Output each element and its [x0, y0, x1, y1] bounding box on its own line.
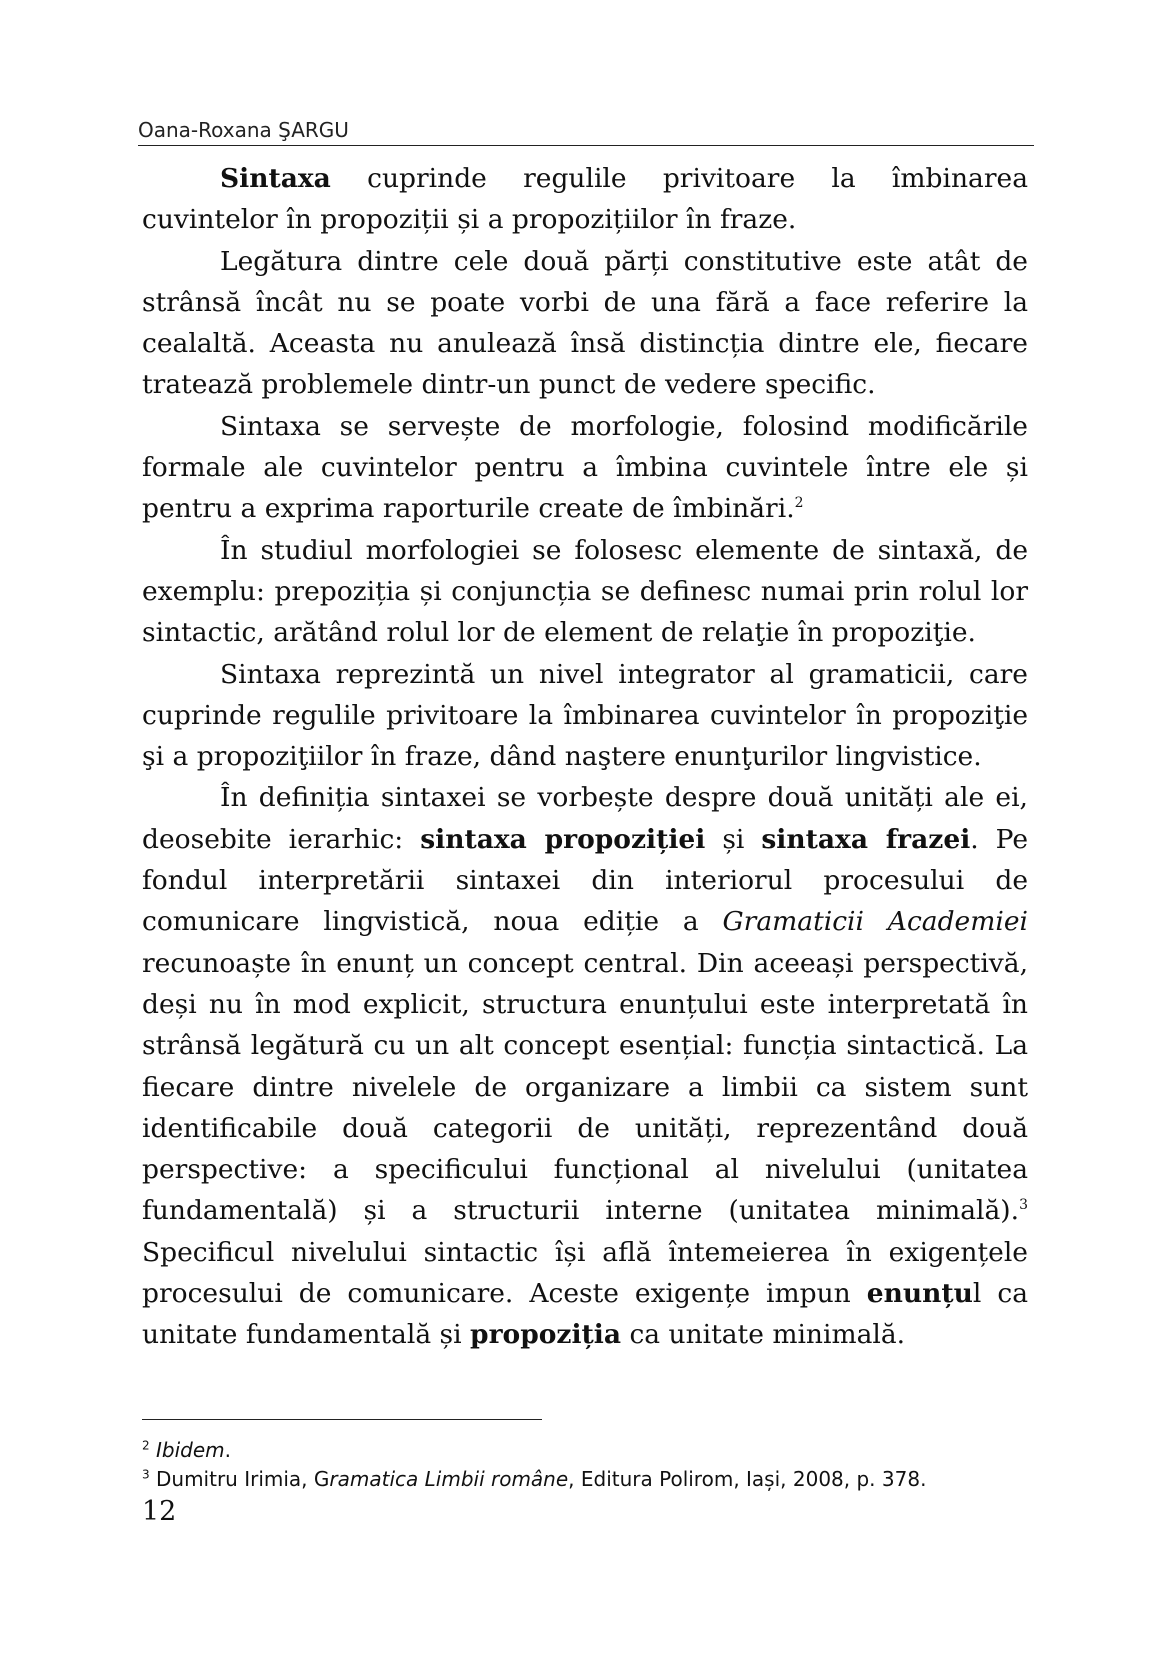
paragraph-5: Sintaxa reprezintă un nivel integrator al gramaticii, care cuprinde regulile privitoare la îmbinarea cuvintelor în propoziţie şi a propoziţiilor în fraze, dând naştere enunţurilor lingvistice.: [142, 658, 1028, 773]
term-sintaxa: Sintaxa: [220, 163, 331, 194]
term-sintaxa-propozitiei: sintaxa propoziției: [420, 823, 706, 855]
term-enuntul: enunțu: [866, 1278, 973, 1310]
title-gramaticii-academiei: Gramaticii Academiei: [722, 906, 1028, 938]
footnote-ref-3: 3: [1019, 1197, 1028, 1214]
term-propozitia: propoziția: [470, 1319, 622, 1351]
paragraph-3: Sintaxa se servește de morfologie, folosind modificările formale ale cuvintelor pentru a îmbina cuvintele între ele și pentru a exprima raporturile create de îmbinări.$^2$: [142, 410, 1028, 525]
footnote-ref-2: 2: [794, 495, 804, 512]
paragraph-2: Legătura dintre cele două părți constitutive este atât de strânsă încât nu se poate vorbi de una fără a face referire la cealaltă. Aceasta nu anulează însă distincția dintre ele, fiecare tratează problemele dintr-un punct de vedere specific.: [142, 245, 1028, 401]
page-number: 12: [142, 1496, 177, 1527]
paragraph-6: În definiția sintaxei se vorbește despre două unități ale ei, deosebite ierarhic: sintaxa propoziției și sintaxa frazei. Pe fondul interpretării sintaxei din interiorul procesului de comunicare lingvistică, noua ediție a Gramaticii Academiei recunoaște în enunț un concept central. Din aceeași perspectivă, deși nu în mod explicit, structura enunțului este interpretată în strânsă legătură cu un alt concept esențial: funcția sintactică. La fiecare dintre nivelele de organizare a limbii ca sistem sunt identificabile două categorii de unități, reprezentând două perspective: a specificului funcțional al nivelului (unitatea fundamentală) și a structurii interne (unitatea minimală).$^3$ Specificul nivelului sintactic își află întemeierea în exigențele procesului de comunicare. Aceste exigențe impun enunțul ca unitate fundamentală și propoziția ca unitate minimală.: [142, 782, 1029, 1351]
paragraph-1: Sintaxa cuprinde regulile privitoare la îmbinarea cuvintelor în propoziții și a propozițiilor în fraze.: [142, 163, 1028, 236]
footnote-3: $^3$ Dumitru Irimia, Gramatica Limbii române, Editura Polirom, Iași, 2008, p. 378.: [142, 1467, 927, 1491]
term-sintaxa-frazei: sintaxa frazei: [761, 823, 971, 855]
body-text: [142, 158, 1028, 1356]
header-author: Oana-Roxana ŞARGU: [138, 118, 349, 142]
running-header: [138, 118, 1034, 146]
footnotes: [142, 1436, 1028, 1494]
footnote-divider: [142, 1419, 542, 1420]
paragraph-4: În studiul morfologiei se folosesc elemente de sintaxă, de exemplu: prepoziția și conjuncția se definesc numai prin rolul lor sintactic, arătând rolul lor de element de relaţie în propoziţie.: [142, 534, 1028, 649]
footnote-2: $^2$ Ibidem.: [142, 1438, 231, 1462]
